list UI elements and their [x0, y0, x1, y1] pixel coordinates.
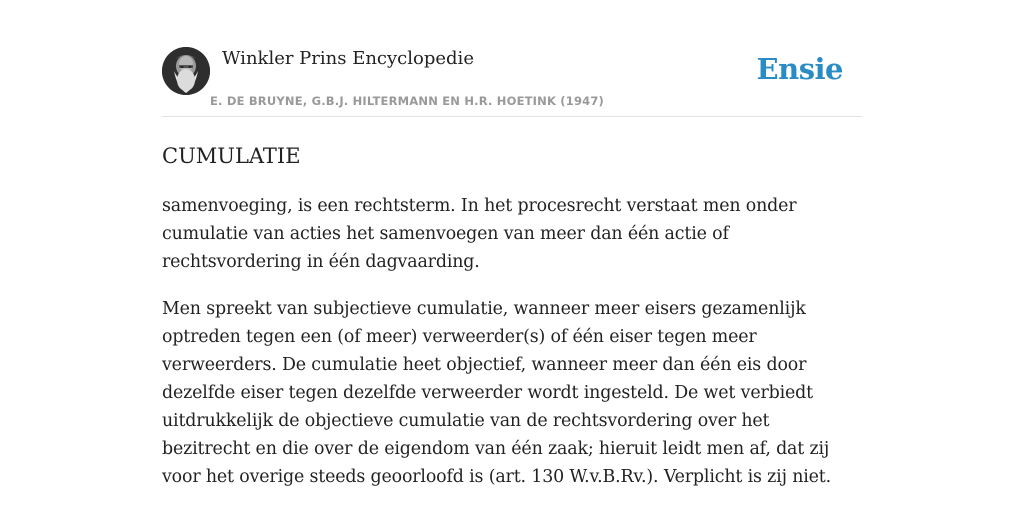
- brand-logo[interactable]: Ensie: [756, 52, 843, 86]
- article-paragraph: samenvoeging, is een rechtsterm. In het procesrecht verstaat men onder cumulatie van acties het samenvoegen van meer dan één actie of rechtsvordering in één dagvaarding.: [162, 196, 797, 272]
- authors-line: E. DE BRUYNE, G.B.J. HILTERMANN EN H.R. HOETINK (1947): [210, 94, 605, 108]
- author-avatar[interactable]: [162, 47, 210, 95]
- article-paragraph: Men spreekt van subjectieve cumulatie, wanneer meer eisers gezamenlijk optreden tegen een (of meer) verweerder(s) of één eiser tegen meer verweerders. De cumulatie heet objectief, wanneer meer dan één eis door dezelfde eiser tegen dezelfde verweerder wordt ingesteld. De wet verbiedt uitdrukkelijk de objectieve cumulatie van de rechtsvordering over het bezitrecht en die over de eigendom van één zaak; hieruit leidt men af, dat zij voor het overige steeds geoorloofd is (art. 130 W.v.B.Rv.). Verplicht is zij niet.: [162, 299, 832, 487]
- site-title[interactable]: Winkler Prins Encyclopedie: [222, 48, 474, 69]
- bearded-man-portrait-icon: [162, 47, 210, 95]
- page: [162, 0, 862, 487]
- header: [162, 0, 862, 117]
- article-title: CUMULATIE: [162, 144, 301, 168]
- article-body: [162, 192, 862, 510]
